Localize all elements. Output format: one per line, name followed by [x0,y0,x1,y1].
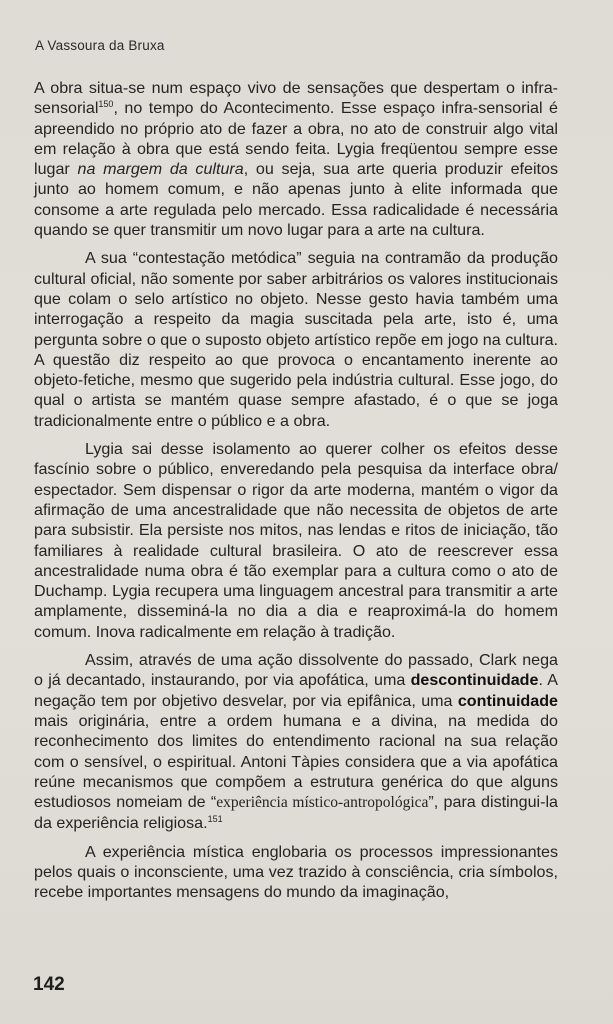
page-number: 142 [33,974,65,995]
paragraph [34,650,558,834]
text-run: A experiência mística englobaria os processos impressionantes pelos quais o inconsciente, uma vez trazido à consciência, cria símbolos, recebe importantes mensagens do mundo da imaginação, [34,842,558,902]
text-run: mais originária, entre a ordem humana e a divina, na medida do reconhecimento dos limites do entendimento racional na sua relação com o sensível, o espiritual. Antoni Tàpies considera que a via apofática reúne mecanismos que compõem a estrutura genérica do que alguns estudiosos nomeiam de “ [34,711,558,812]
paragraph [34,248,558,431]
text-run: , ou seja, sua arte queria produzir efeitos junto ao homem comum, e não apenas junto à elite informada que consome a arte regulada pelo mercado. Essa radicalidade é necessária quando se quer transmitir um novo lugar para a arte na cultura. [34,160,559,240]
text-run: ”, para distingui-la da experiência religiosa. [34,793,558,833]
text-run: Assim, através de uma ação dissolvente do passado, Clark nega o já decantado, instaurando, por via apofática, uma [34,651,558,690]
running-head: A Vassoura da Bruxa [35,38,165,53]
bold-term: descontinuidade [410,671,539,690]
quoted-term: experiência místico-antropológica [216,794,429,812]
paragraph [34,439,558,642]
text-run: Lygia sai desse isolamento ao querer colher os efeitos desse fascínio sobre o público, enveredando pela pesquisa da interface obra/ espectador. Sem dispensar o rigor da arte moderna, mantém o vigor da afirmação de uma ancestralidade que não necessita de objetos de arte para subsistir. Ela persiste nos mitos, nas lendas e ritos de iniciação, tão familiares à realidade cultural brasileira. O ato de reescrever essa ancestralidade numa obra é tão exemplar para a cultura como o ato de Duchamp. Lygia recupera uma linguagem ancestral para transmitir a arte amplamente, disseminá-la no dia a dia e reaproximá-la do homem comum. Inova radicalmente em relação à tradição. [34,440,558,641]
footnote-ref: 151 [207,814,223,825]
text-run: A obra situa-se num espaço vivo de sensações que despertam o infra-sensorial [34,79,558,118]
body-text [34,78,558,903]
text-run: A sua “contestação metódica” seguia na contramão da produção cultural oficial, não somente por saber arbitrários os valores institucionais que colam o selo artístico no objeto. Nesse gesto havia também uma interrogação a respeito da magia suscitada pela arte, isto é, uma pergunta sobre o que o suposto objeto artístico repõe em jogo na cultura. A questão diz respeito ao que provoca o encantamento inerente ao objeto-fetiche, mesmo que sugerido pela indústria cultural. Esse jogo, do qual o artista se mantém quase sempre afastado, é o que se joga tradicionalmente entre o público e a obra. [34,249,558,430]
bold-term: continuidade [457,691,558,710]
paragraph [34,78,558,240]
italic-run: na margem da cultura [77,160,244,179]
text-run: , no tempo do Acontecimento. Esse espaço infra-sensorial é apreendido no próprio ato de fazer a obra, no ato de construir algo vital em relação à obra que está sendo feita. Lygia freqüentou sempre esse lugar [34,99,558,179]
footnote-ref: 150 [98,99,114,110]
paragraph [34,842,558,903]
text-run: . A negação tem por objetivo desvelar, por via epifânica, uma [34,671,558,710]
